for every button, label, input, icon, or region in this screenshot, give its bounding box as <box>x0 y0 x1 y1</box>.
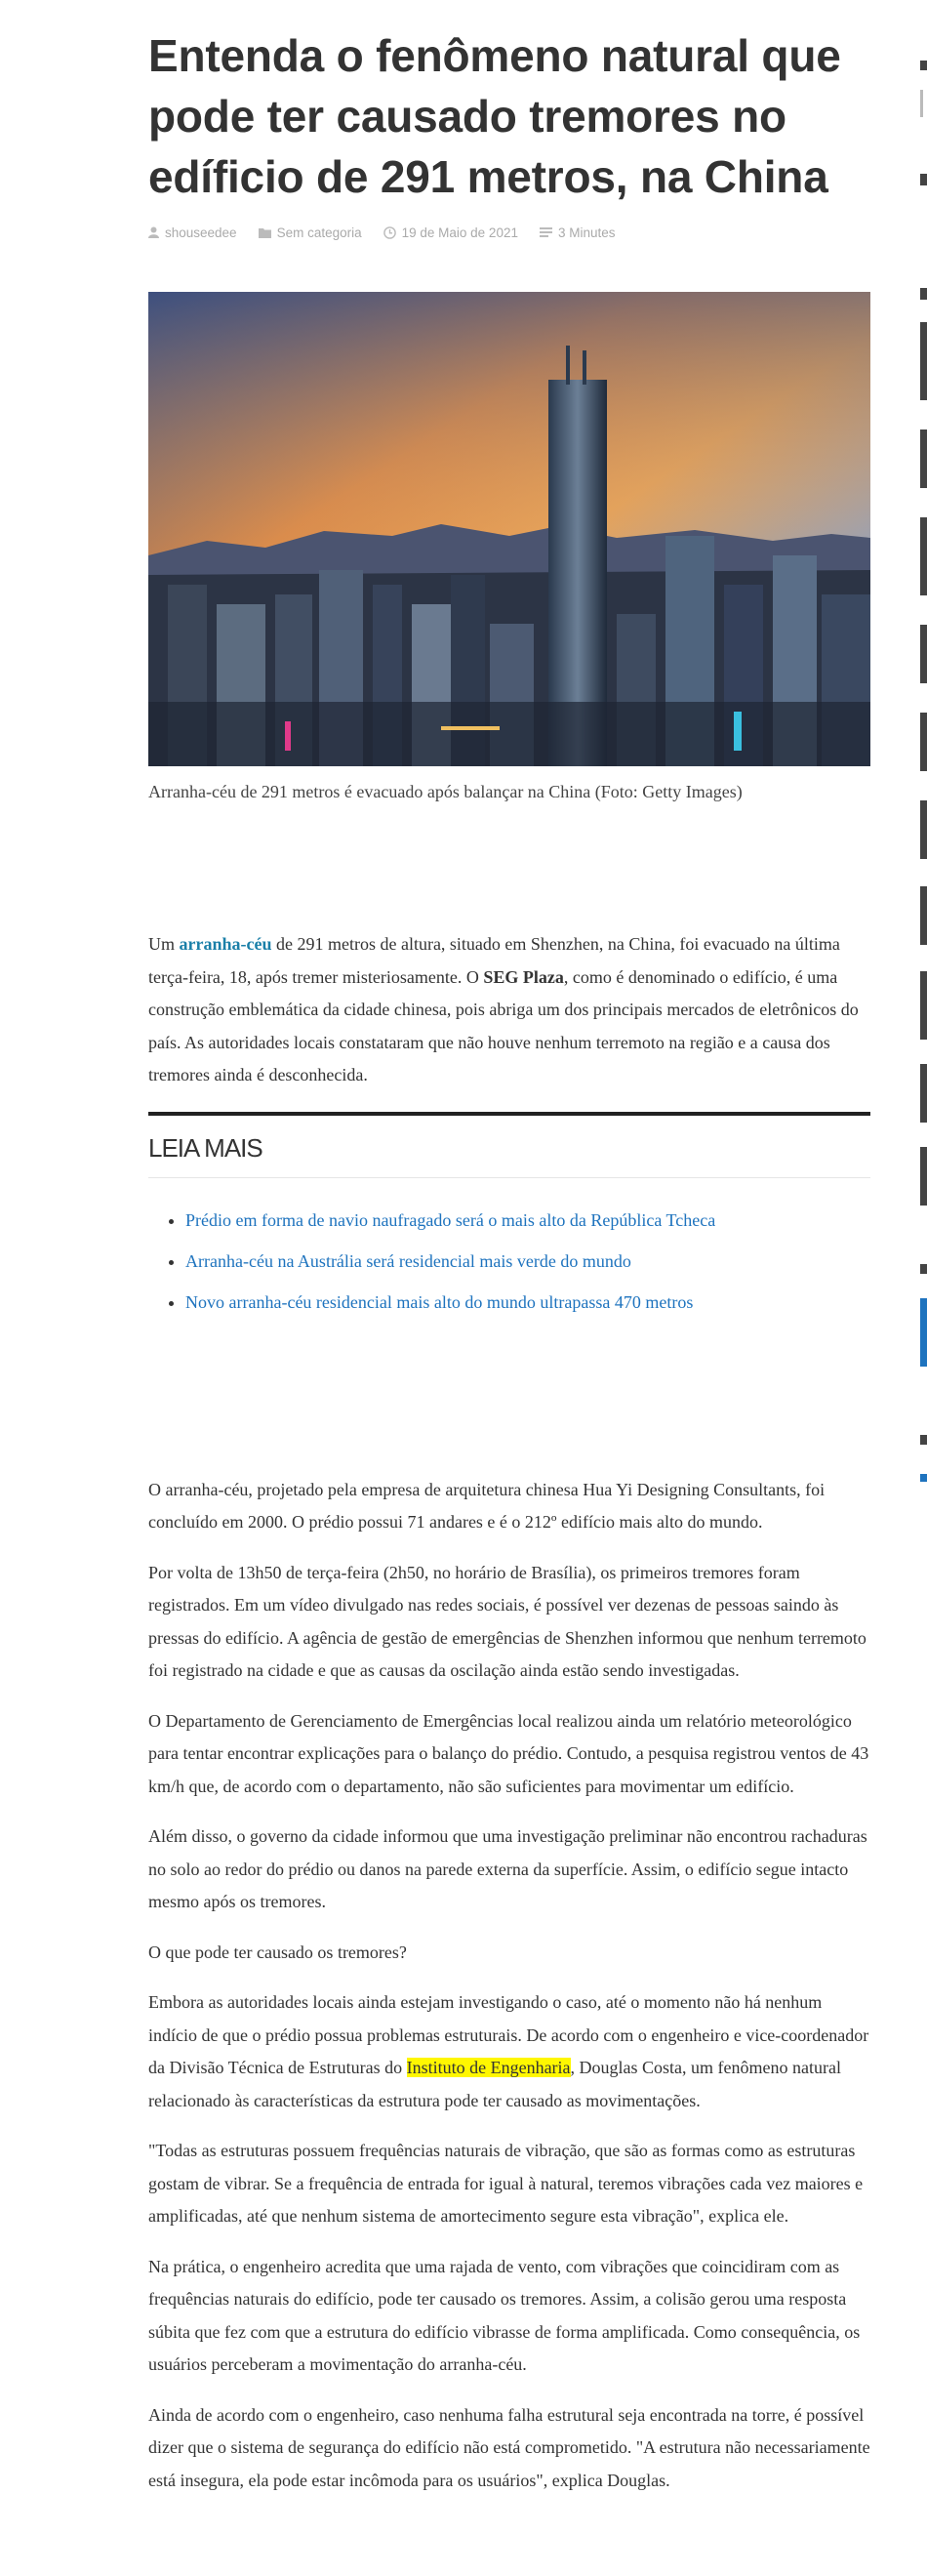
list-item <box>185 1241 870 1282</box>
sidebar-fragment <box>920 1064 927 1123</box>
related-box <box>148 1112 870 1323</box>
paragraph-intro <box>148 928 870 1092</box>
sidebar-fragment <box>920 886 927 945</box>
sidebar-fragment <box>920 1474 927 1482</box>
meta-author[interactable] <box>148 225 237 240</box>
meta-read-time-label: 3 Minutes <box>557 225 616 240</box>
sidebar-fragment <box>920 61 927 70</box>
sidebar-fragment <box>920 625 927 683</box>
skyline-photo <box>148 292 870 766</box>
paragraph-2: O arranha-céu, projetado pela empresa de arquitetura chinesa Hua Yi Designing Consultants, foi concluído em 2000. O prédio possui 71 andares e é o 212º edifício mais alto do mundo. <box>148 1479 826 1532</box>
clock-icon <box>383 226 396 239</box>
paragraph-9: Na prática, o engenheiro acredita que uma rajada de vento, com vibrações que coincidiram com as frequências naturais do edifício, pode ter causado os tremores. Assim, a colisão gerou uma resposta súbita que fez com que a estrutura do edifício vibrasse de forma amplificada. Como consequência, os usuários perceberam a movimentação do arranha-céu. <box>148 2256 861 2374</box>
related-link-1[interactable]: Prédio em forma de navio naufragado será o mais alto da República Tcheca <box>185 1209 716 1230</box>
p7-pre: Embora as autoridades locais ainda estejam investigando o caso, até o momento não há nenhum indício de que o prédio possua problemas estruturais. De acordo com o engenheiro e vice-coordenador da Divisão Técnica de Estruturas do <box>148 1992 869 2077</box>
image-caption: Arranha-céu de 291 metros é evacuado após balançar na China (Foto: Getty Images) <box>148 782 743 801</box>
hero-image <box>148 292 870 766</box>
sidebar-fragment <box>920 1147 927 1206</box>
meta-date-label: 19 de Maio de 2021 <box>401 225 518 240</box>
link-arranha-ceu[interactable]: arranha-céu <box>179 934 272 954</box>
related-link-2[interactable]: Arranha-céu na Austrália será residencial mais verde do mundo <box>185 1250 631 1271</box>
sidebar-fragment <box>920 90 923 117</box>
sidebar-edge <box>920 0 927 2576</box>
paragraph-3: Por volta de 13h50 de terça-feira (2h50, no horário de Brasília), os primeiros tremores foram registrados. Em um vídeo divulgado nas redes sociais, é possível ver dezenas de pessoas saindo às pressas do edifício. A agência de gestão de emergências de Shenzhen informou que nenhum terremoto foi registrado na cidade e que as causas da oscilação ainda estão sendo investigadas. <box>148 1562 867 1680</box>
list-item <box>185 1200 870 1241</box>
sidebar-fragment <box>920 971 927 1040</box>
sidebar-fragment <box>920 800 927 859</box>
sidebar-fragment <box>920 322 927 400</box>
related-link-3[interactable]: Novo arranha-céu residencial mais alto do mundo ultrapassa 470 metros <box>185 1291 694 1312</box>
paragraph-6: O que pode ter causado os tremores? <box>148 1942 407 1962</box>
meta-category[interactable] <box>259 225 362 240</box>
article-meta <box>148 223 870 242</box>
sidebar-fragment <box>920 288 927 300</box>
sidebar-fragment <box>920 1298 927 1367</box>
paragraph-5: Além disso, o governo da cidade informou que uma investigação preliminar não encontrou rachaduras no solo ao redor do prédio ou danos na parede externa da superfície. Assim, o edifício segue intacto mesmo após os tremores. <box>148 1826 867 1911</box>
sidebar-fragment <box>920 174 927 185</box>
paragraph-4: O Departamento de Gerenciamento de Emergências local realizou ainda um relatório meteorológico para tentar encontrar explicações para o balanço do prédio. Contudo, a pesquisa registrou ventos de 43 km/h que, de acordo com o departamento, não são suficientes para movimentar um edifício. <box>148 1710 869 1796</box>
paragraph-7 <box>148 1986 870 2117</box>
sidebar-fragment <box>920 429 927 488</box>
p1-bold: SEG Plaza <box>483 966 564 987</box>
p7-post: , Douglas Costa, um fenômeno natural relacionado às características da estrutura pode ter causado as movimentações. <box>148 2058 841 2110</box>
paragraph-10: Ainda de acordo com o engenheiro, caso nenhuma falha estrutural seja encontrada na torre, é possível dizer que o sistema de segurança do edifício não está comprometido. "A estrutura não necessariamente está insegura, ela pode estar incômoda para os usuários", explica Douglas. <box>148 2404 870 2490</box>
list-item <box>185 1282 870 1323</box>
p7-highlight: Instituto de Engenharia <box>406 2058 571 2077</box>
user-icon <box>148 226 159 238</box>
sidebar-fragment <box>920 1264 927 1274</box>
meta-category-label: Sem categoria <box>276 225 362 240</box>
article-title: Entenda o fenômeno natural que pode ter causado tremores no edíficio de 291 metros, na China <box>148 30 841 202</box>
list-icon <box>540 226 552 238</box>
meta-date <box>383 225 518 240</box>
p1-post: , como é denominado o edifício, é uma construção emblemática da cidade chinesa, pois abriga um dos principais mercados de eletrônicos do país. As autoridades locais constataram que não houve nenhum terremoto na região e a causa dos tremores ainda é desconhecida. <box>148 966 859 1084</box>
article <box>148 0 870 2497</box>
folder-icon <box>259 227 271 238</box>
meta-read-time <box>540 225 616 240</box>
sidebar-fragment <box>920 517 927 595</box>
sidebar-fragment <box>920 1435 927 1445</box>
p1-pre: Um <box>148 934 180 954</box>
sidebar-fragment <box>920 713 927 771</box>
meta-author-label: shouseedee <box>165 225 237 240</box>
paragraph-8: "Todas as estruturas possuem frequências naturais de vibração, que são as formas como as estruturas gostam de vibrar. Se a frequência de entrada for igual à natural, teremos vibrações cada vez maiores e amplificadas, até que nenhum sistema de amortecimento segure esta vibração", explica ele. <box>148 2141 864 2226</box>
related-title: LEIA MAIS <box>148 1133 870 1178</box>
related-list <box>148 1200 870 1323</box>
p1-mid: de 291 metros de altura, situado em Shenzhen, na China, foi evacuado na última terça-feira, 18, após tremer misteriosamente. O <box>148 934 840 987</box>
